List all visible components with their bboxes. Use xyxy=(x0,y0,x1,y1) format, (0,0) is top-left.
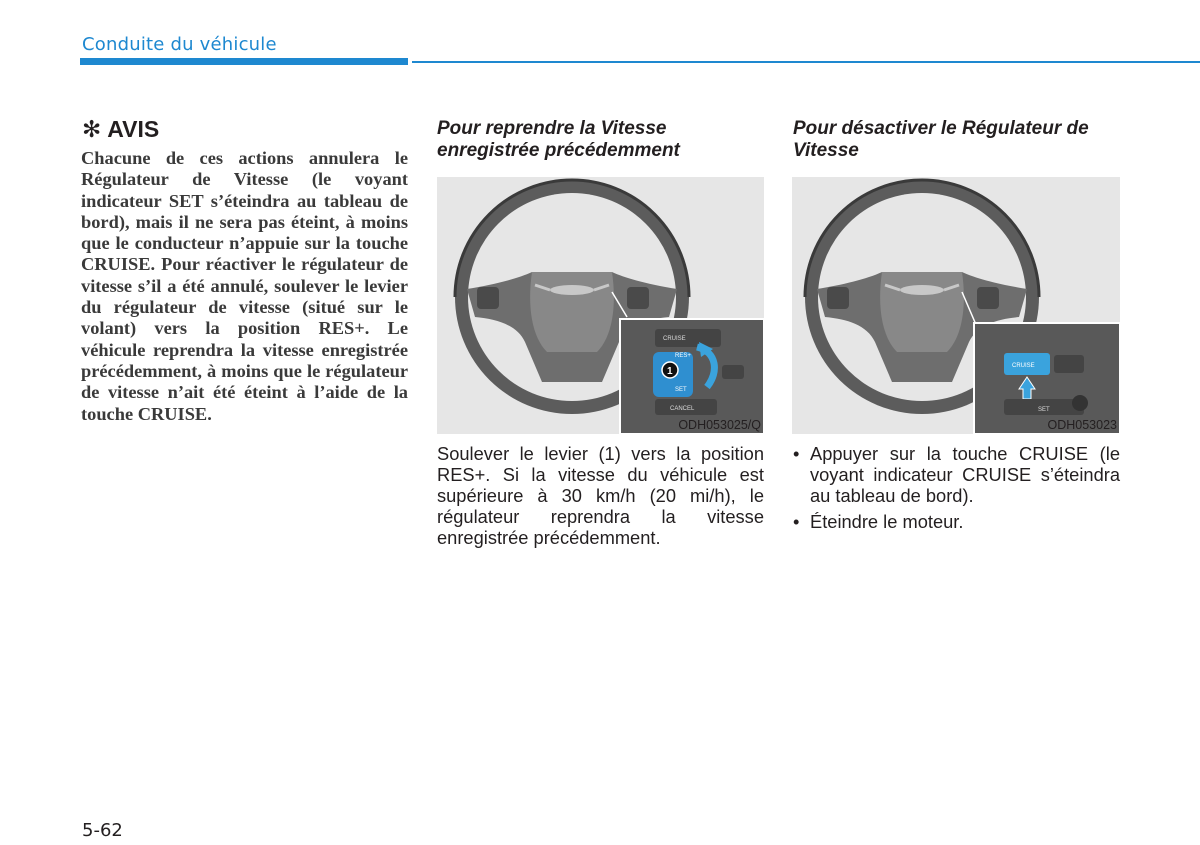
header-rule-thick xyxy=(80,58,408,65)
bullet-icon: • xyxy=(793,443,800,464)
list-item xyxy=(793,511,1120,532)
callout-number: 1 xyxy=(667,366,673,377)
header-rule-thin xyxy=(412,61,1200,63)
bullet-icon: • xyxy=(793,511,800,532)
running-header: Conduite du véhicule xyxy=(82,34,277,55)
list-item-text: Éteindre le moteur. xyxy=(810,511,964,532)
steering-wheel-figure-cruise xyxy=(792,177,1120,434)
label-set: SET xyxy=(675,387,687,393)
label-cruise-2: CRUISE xyxy=(1012,363,1035,369)
steering-wheel-illustration xyxy=(437,177,764,434)
steering-wheel-illustration-2 xyxy=(792,177,1120,434)
list-item xyxy=(793,443,1120,506)
avis-heading-text: AVIS xyxy=(107,116,160,142)
list-item-text: Appuyer sur la touche CRUISE (le voyant indicateur CRUISE s’éteindra au tableau de bord). xyxy=(810,443,1120,506)
section1-title: Pour reprendre la Vitesse enregistrée précédemment xyxy=(437,118,680,161)
label-res: RES+ xyxy=(675,353,691,359)
avis-body: Chacune de ces actions annulera le Régulateur de Vitesse (le voyant indicateur SET s’éteindra au tableau de bord), mais il ne sera pas éteint, à moins que le conducteur n’appuie sur la touche CRUISE. Pour réactiver le régulateur de vitesse s’il a été annulé, soulever le levier du régulateur de vitesse (situé sur le volant) vers la position RES+. Le véhicule reprendra la vitesse enregistrée précédemment, à moins que le régulateur de vitesse n’ait été éteint à l’aide de la touche CRUISE. xyxy=(81,148,408,424)
section2-title: Pour désactiver le Régulateur de Vitesse xyxy=(793,118,1089,161)
label-cruise: CRUISE xyxy=(663,336,686,342)
figure1-code: ODH053025/Q xyxy=(678,418,761,432)
page-number: 5-62 xyxy=(82,820,123,841)
steering-wheel-figure-res xyxy=(437,177,764,434)
section2-bullet-list xyxy=(793,443,1120,537)
label-cancel: CANCEL xyxy=(670,406,695,412)
label-set-2: SET xyxy=(1038,407,1050,413)
figure2-code: ODH053023 xyxy=(1047,418,1117,432)
section1-body: Soulever le levier (1) vers la position RES+. Si la vitesse du véhicule est supérieure à 30 km/h (20 mi/h), le régulateur reprendra la vitesse enregistrée précédemment. xyxy=(437,443,764,548)
asterisk-icon: ✻ xyxy=(82,117,102,143)
avis-heading xyxy=(82,116,159,143)
